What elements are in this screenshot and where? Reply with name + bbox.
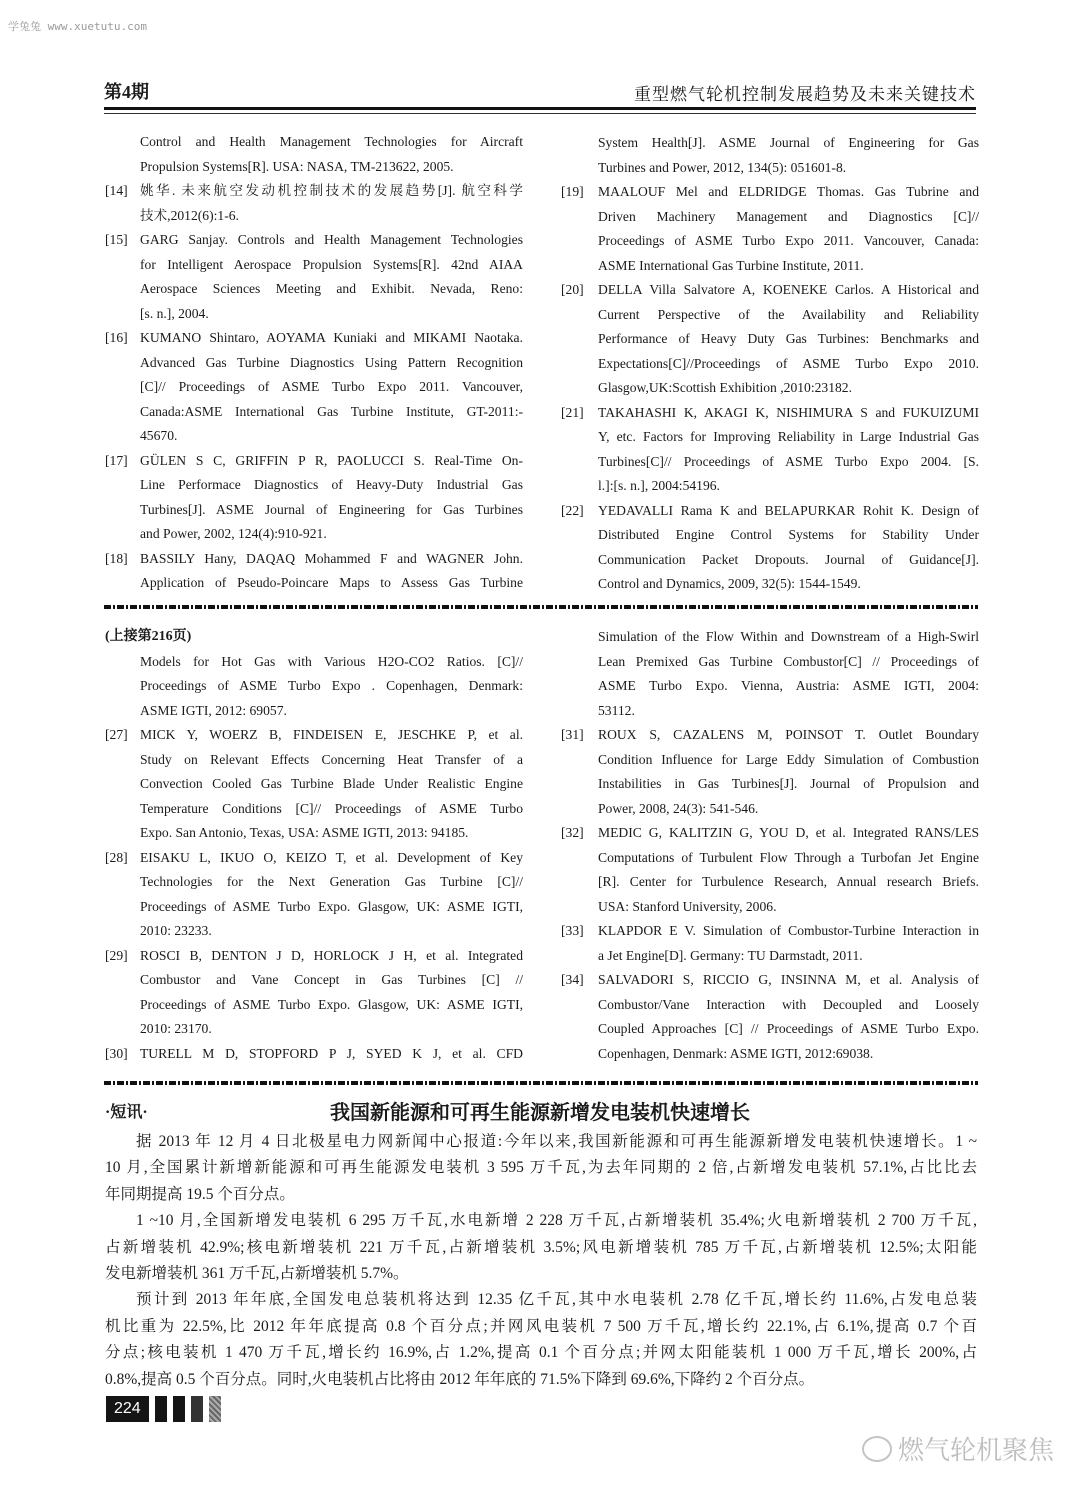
news-title: 我国新能源和可再生能源新增发电装机快速增长 bbox=[330, 1100, 750, 1124]
news-paragraph-line: 分点;核电装机 1 470 万千瓦,增长约 16.9%,占 1.2%,提高 0.1 个百分点;并网太阳能装机 1 000 万千瓦,增长 200%,占 bbox=[105, 1344, 977, 1362]
news-paragraph-line: 据 2013 年 12 月 4 日北极星电力网新闻中心报道:今年以来,我国新能源和可再生能源新增发电装机快速增长。1 ~ bbox=[136, 1133, 977, 1150]
reference-line: Line Performace Diagnostics of Heavy-Duty Industrial Gas bbox=[140, 477, 523, 492]
reference-line: Y, etc. Factors for Improving Reliability in Large Industrial Gas bbox=[598, 429, 979, 444]
reference-item bbox=[105, 1042, 523, 1067]
section-separator bbox=[104, 1081, 978, 1085]
reference-item bbox=[105, 326, 523, 449]
reference-line: [s. n.], 2004. bbox=[140, 305, 209, 321]
reference-line: and Power, 2002, 124(4):910-921. bbox=[140, 526, 327, 541]
watermark-bottom bbox=[862, 1430, 1054, 1467]
references-top-right bbox=[561, 131, 979, 597]
reference-item bbox=[105, 723, 523, 846]
reference-line: Combustor and Vane Concept in Gas Turbines [C] // bbox=[140, 972, 523, 987]
reference-item bbox=[105, 449, 523, 547]
news-paragraph-line: 1 ~10 月,全国新增发电装机 6 295 万千瓦,水电新增 2 228 万千瓦,占新增装机 35.4%;火电新增装机 2 700 万千瓦, bbox=[136, 1212, 977, 1230]
reference-line: for Intelligent Aerospace Propulsion Systems[R]. 42nd AIAA bbox=[140, 256, 523, 272]
reference-line: Turbines and Power, 2012, 134(5): 051601-8. bbox=[598, 159, 847, 175]
reference-line: MEDIC G, KALITZIN G, YOU D, et al. Integrated RANS/LES bbox=[598, 825, 979, 840]
reference-item bbox=[105, 179, 523, 228]
reference-line: YEDAVALLI Rama K and BELAPURKAR Rohit K. Design of bbox=[598, 502, 979, 518]
reference-line: Study on Relevant Effects Concerning Heat Transfer of a bbox=[140, 751, 523, 767]
reference-line: 姚华. 未来航空发动机控制技术的发展趋势[J]. 航空科学 bbox=[140, 183, 523, 198]
reference-line: Distributed Engine Control Systems for Stability Under bbox=[598, 527, 979, 542]
news-body bbox=[105, 1129, 977, 1393]
reference-line: Simulation of the Flow Within and Downstream of a High-Swirl bbox=[598, 629, 979, 644]
reference-item bbox=[561, 131, 979, 180]
watermark-text: 燃气轮机聚焦 bbox=[898, 1436, 1055, 1466]
continued-heading: (上接第216页) bbox=[105, 629, 192, 644]
reference-line: GARG Sanjay. Controls and Health Management Technologies bbox=[140, 232, 523, 247]
reference-item bbox=[105, 228, 523, 326]
reference-line: Aerospace Sciences Meeting and Exhibit. Nevada, Reno: bbox=[140, 281, 523, 296]
reference-line: Computations of Turbulent Flow Through a Turbofan Jet Engine bbox=[598, 849, 979, 865]
reference-line: Proceedings of ASME Turbo Expo. Glasgow, UK: ASME IGTI, bbox=[140, 996, 523, 1012]
news-paragraph-line: 0.8%,提高 0.5 个百分点。同时,火电装机占比将由 2012 年年底的 71.5%下降到 69.6%,下降约 2 个百分点。 bbox=[105, 1370, 815, 1388]
decor-block bbox=[173, 1396, 185, 1422]
reference-item bbox=[561, 401, 979, 499]
news-paragraph-line: 发电新增装机 361 万千瓦,占新增装机 5.7%。 bbox=[105, 1264, 409, 1282]
reference-number: [29] bbox=[105, 947, 128, 963]
reference-item bbox=[561, 968, 979, 1066]
reference-line: Convection Cooled Gas Turbine Blade Under Realistic Engine bbox=[140, 776, 523, 791]
reference-line: Copenhagen, Denmark: ASME IGTI, 2012:69038. bbox=[598, 1045, 874, 1061]
news-paragraph-line: 机比重为 22.5%,比 2012 年年底提高 0.8 个百分点;并网风电装机 7 500 万千瓦,增长约 22.1%,占 6.1%,提高 0.7 个百 bbox=[105, 1317, 977, 1335]
reference-line: Advanced Gas Turbine Diagnostics Using Pattern Recognition bbox=[140, 354, 523, 370]
reference-item bbox=[105, 650, 523, 724]
decor-block bbox=[191, 1396, 203, 1422]
reference-line: Combustor/Vane Interaction with Decoupled and Loosely bbox=[598, 996, 979, 1012]
reference-line: TURELL M D, STOPFORD P J, SYED K J, et al. CFD bbox=[140, 1045, 523, 1061]
reference-number: [20] bbox=[561, 282, 584, 297]
reference-line: Control and Health Management Technologies for Aircraft bbox=[140, 134, 523, 149]
reference-number: [19] bbox=[561, 184, 584, 199]
section-separator bbox=[104, 605, 978, 609]
references-bottom-left bbox=[105, 625, 523, 1066]
reference-line: SALVADORI S, RICCIO G, INSINNA M, et al. Analysis of bbox=[598, 972, 979, 987]
reference-line: Expo. San Antonio, Texas, USA: ASME IGTI, 2013: 94185. bbox=[140, 825, 469, 840]
reference-line: ASME Turbo Expo. Vienna, Austria: ASME IGTI, 2004: bbox=[598, 678, 979, 693]
reference-line: 技术,2012(6):1-6. bbox=[140, 207, 239, 223]
reference-line: Coupled Approaches [C] // Proceedings of ASME Turbo Expo. bbox=[598, 1021, 979, 1036]
reference-line: Condition Influence for Large Eddy Simulation of Combustion bbox=[598, 751, 979, 767]
reference-line: Control and Dynamics, 2009, 32(5): 1544-1549. bbox=[598, 576, 861, 591]
reference-line: ASME IGTI, 2012: 69057. bbox=[140, 702, 287, 718]
news-paragraph-line: 10 月,全国累计新增新能源和可再生能源发电装机 3 595 万千瓦,为去年同期的 2 倍,占新增发电装机 57.1%,占比比去 bbox=[105, 1159, 977, 1177]
reference-item bbox=[561, 625, 979, 723]
reference-item bbox=[561, 821, 979, 919]
reference-line: Turbines[J]. ASME Journal of Engineering for Gas Turbines bbox=[140, 501, 523, 517]
reference-line: Glasgow,UK:Scottish Exhibition ,2010:23182. bbox=[598, 380, 852, 395]
reference-line: a Jet Engine[D]. Germany: TU Darmstadt, 2011. bbox=[598, 947, 863, 963]
reference-line: System Health[J]. ASME Journal of Engineering for Gas bbox=[598, 135, 979, 150]
header-rule-thin bbox=[104, 113, 976, 114]
reference-line: Technologies for the Next Generation Gas Turbine [C]// bbox=[140, 874, 523, 889]
reference-line: ROUX S, CAZALENS M, POINSOT T. Outlet Boundary bbox=[598, 727, 979, 742]
news-tag: ·短讯· bbox=[105, 1104, 148, 1121]
reference-number: [32] bbox=[561, 825, 584, 840]
reference-item bbox=[561, 723, 979, 821]
reference-item bbox=[105, 547, 523, 596]
reference-line: MAALOUF Mel and ELDRIDGE Thomas. Gas Tubrine and bbox=[598, 184, 979, 199]
reference-number: [34] bbox=[561, 972, 584, 987]
reference-number: [30] bbox=[105, 1045, 128, 1061]
reference-line: GÜLEN S C, GRIFFIN P R, PAOLUCCI S. Real-Time On- bbox=[140, 452, 523, 468]
reference-line: l.]:[s. n.], 2004:54196. bbox=[598, 478, 720, 493]
reference-item bbox=[105, 944, 523, 1042]
wechat-icon bbox=[862, 1436, 892, 1462]
decor-block bbox=[155, 1396, 167, 1422]
page-footer bbox=[106, 1396, 221, 1422]
news-paragraph-line: 占新增装机 42.9%;核电新增装机 221 万千瓦,占新增装机 3.5%;风电新增装机 785 万千瓦,占新增装机 12.5%;太阳能 bbox=[105, 1238, 977, 1256]
reference-line: BASSILY Hany, DAQAQ Mohammed F and WAGNER John. bbox=[140, 550, 523, 566]
reference-line: [C]// Proceedings of ASME Turbo Expo 2011. Vancouver, bbox=[140, 379, 523, 394]
reference-line: Proceedings of ASME Turbo Expo. Glasgow, UK: ASME IGTI, bbox=[140, 898, 523, 914]
reference-line: Models for Hot Gas with Various H2O-CO2 Ratios. [C]// bbox=[140, 653, 523, 669]
issue-number: 第4期 bbox=[104, 82, 149, 102]
reference-line: Driven Machinery Management and Diagnostics [C]// bbox=[598, 208, 979, 224]
reference-line: Communication Packet Dropouts. Journal of Guidance[J]. bbox=[598, 551, 979, 567]
reference-line: Power, 2008, 24(3): 541-546. bbox=[598, 800, 759, 816]
reference-line: ROSCI B, DENTON J D, HORLOCK J H, et al. Integrated bbox=[140, 947, 523, 963]
reference-line: EISAKU L, IKUO O, KEIZO T, et al. Development of Key bbox=[140, 849, 523, 865]
reference-item bbox=[561, 180, 979, 278]
reference-number: [17] bbox=[105, 452, 128, 468]
reference-number: [33] bbox=[561, 923, 584, 938]
reference-line: Lean Premixed Gas Turbine Combustor[C] // Proceedings of bbox=[598, 653, 979, 669]
header-rule bbox=[104, 107, 976, 110]
reference-number: [21] bbox=[561, 404, 584, 420]
reference-line: Instabilities in Gas Turbines[J]. Journal of Propulsion and bbox=[598, 776, 979, 791]
reference-line: Expectations[C]//Proceedings of ASME Turbo Expo 2010. bbox=[598, 355, 979, 371]
reference-line: 2010: 23170. bbox=[140, 1021, 212, 1036]
news-paragraph-line: 年同期提高 19.5 个百分点。 bbox=[105, 1185, 295, 1203]
reference-number: [14] bbox=[105, 183, 128, 198]
reference-line: Turbines[C]// Proceedings of ASME Turbo Expo 2004. [S. bbox=[598, 453, 979, 469]
references-top-left bbox=[105, 130, 523, 596]
reference-line: Canada:ASME International Gas Turbine Institute, GT-2011:- bbox=[140, 403, 523, 419]
reference-line: MICK Y, WOERZ B, FINDEISEN E, JESCHKE P, et al. bbox=[140, 727, 523, 742]
reference-line: USA: Stanford University, 2006. bbox=[598, 898, 777, 914]
reference-number: [15] bbox=[105, 232, 128, 247]
watermark-top: 学兔兔 www.xuetutu.com bbox=[8, 20, 147, 33]
reference-line: KUMANO Shintaro, AOYAMA Kuniaki and MIKAMI Naotaka. bbox=[140, 330, 523, 345]
reference-line: Propulsion Systems[R]. USA: NASA, TM-213622, 2005. bbox=[140, 158, 454, 174]
reference-line: Application of Pseudo-Poincare Maps to Assess Gas Turbine bbox=[140, 575, 523, 590]
reference-number: [27] bbox=[105, 727, 128, 742]
reference-line: 2010: 23233. bbox=[140, 923, 212, 938]
reference-number: [16] bbox=[105, 330, 128, 345]
reference-number: [22] bbox=[561, 502, 584, 518]
reference-number: [31] bbox=[561, 727, 584, 742]
page-number: 224 bbox=[106, 1396, 149, 1422]
reference-line: TAKAHASHI K, AKAGI K, NISHIMURA S and FUKUIZUMI bbox=[598, 404, 979, 420]
reference-number: [28] bbox=[105, 849, 128, 865]
reference-line: KLAPDOR E V. Simulation of Combustor-Turbine Interaction in bbox=[598, 923, 979, 938]
reference-item bbox=[561, 278, 979, 401]
news-paragraph-line: 预计到 2013 年年底,全国发电总装机将达到 12.35 亿千瓦,其中水电装机 2.78 亿千瓦,增长约 11.6%,占发电总装 bbox=[136, 1291, 977, 1309]
reference-number: [18] bbox=[105, 550, 128, 566]
reference-item bbox=[561, 919, 979, 968]
reference-line: 45670. bbox=[140, 428, 178, 443]
references-bottom-right bbox=[561, 625, 979, 1066]
decor-block bbox=[209, 1396, 221, 1422]
reference-line: [R]. Center for Turbulence Research, Annual research Briefs. bbox=[598, 874, 979, 889]
reference-line: Proceedings of ASME Turbo Expo 2011. Vancouver, Canada: bbox=[598, 233, 979, 248]
reference-line: 53112. bbox=[598, 702, 635, 718]
reference-line: Temperature Conditions [C]// Proceedings of ASME Turbo bbox=[140, 800, 523, 816]
reference-line: DELLA Villa Salvatore A, KOENEKE Carlos. A Historical and bbox=[598, 282, 979, 297]
reference-item bbox=[561, 499, 979, 597]
reference-line: Proceedings of ASME Turbo Expo . Copenhagen, Denmark: bbox=[140, 678, 523, 693]
reference-line: Current Perspective of the Availability and Reliability bbox=[598, 306, 979, 322]
reference-item bbox=[105, 846, 523, 944]
running-title: 重型燃气轮机控制发展趋势及未来关键技术 bbox=[634, 85, 976, 104]
reference-line: ASME International Gas Turbine Institute, 2011. bbox=[598, 257, 864, 273]
reference-line: Performance of Heavy Duty Gas Turbines: Benchmarks and bbox=[598, 331, 979, 346]
reference-item bbox=[105, 130, 523, 179]
